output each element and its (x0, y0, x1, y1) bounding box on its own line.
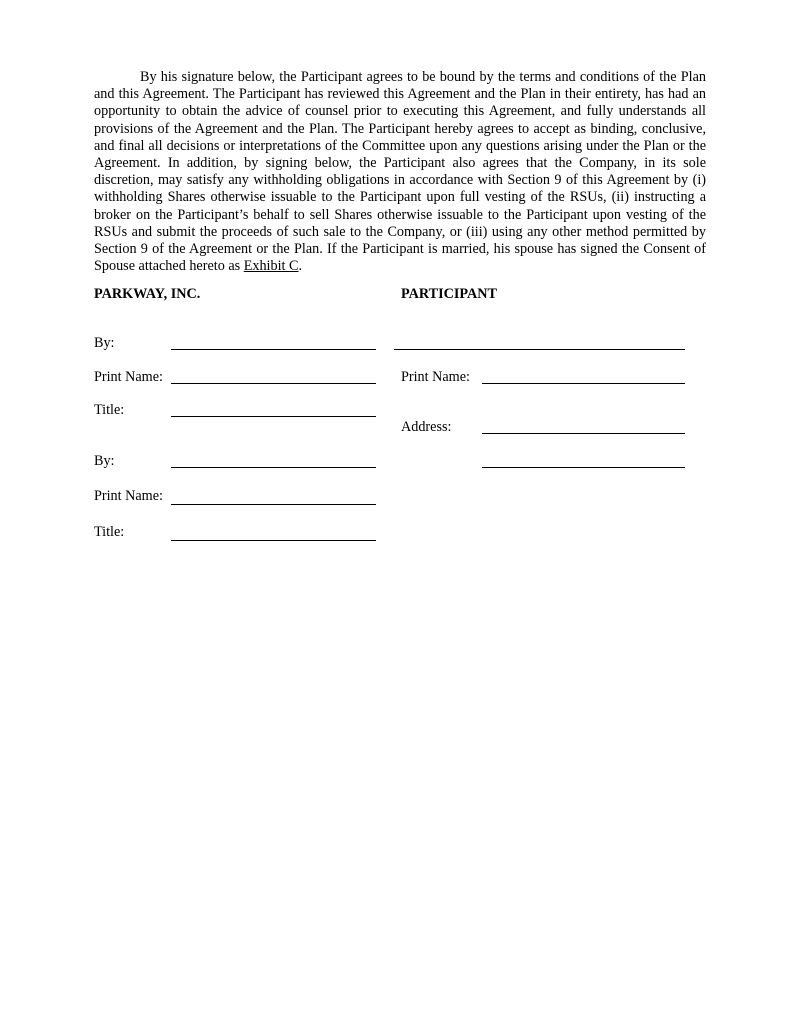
company-by-signature-line-2[interactable] (171, 467, 376, 468)
participant-address-line-1[interactable] (482, 433, 685, 434)
exhibit-c-reference: Exhibit C (243, 258, 299, 275)
participant-address-line-2[interactable] (482, 467, 685, 468)
company-print-name-line-1[interactable] (171, 383, 376, 384)
company-title-label-1: Title: (94, 402, 125, 418)
paragraph-end-punctuation: . (298, 258, 303, 275)
participant-print-name-line[interactable] (482, 383, 685, 384)
company-title-line-2[interactable] (171, 540, 376, 541)
paragraph-main-text: By his signature below, the Participant agrees to be bound by the terms and conditions of the Plan and this Agreement. The Participant has reviewed this Agreement and the Plan in their entirety, has had an opportunity to obtain the advice of counsel prior to executing this Agreement, and fully understands all provisions of the Agreement and the Plan. The Participant hereby agrees to accept as binding, conclusive, and final all decisions or interpretations of the Committee upon any questions arising under the Plan or the Agreement. In addition, by signing below, the Participant also agrees that the Company, in its sole discretion, may satisfy any withholding obligations in accordance with Section 9 of this Agreement by (i) withholding Shares otherwise issuable to the Participant upon full vesting of the RSUs, (ii) instructing a broker on the Participant’s behalf to sell Shares otherwise issuable to the Participant upon vesting of the RSUs and submit the proceeds of such sale to the Company, or (iii) using any other method permitted by Section 9 of the Agreement or the Plan. If the Participant is married, his spouse has signed the Consent of Spouse attached hereto as (94, 69, 706, 275)
company-by-label-1: By: (94, 335, 115, 351)
participant-address-label: Address: (401, 419, 452, 435)
company-print-name-line-2[interactable] (171, 504, 376, 505)
company-heading: PARKWAY, INC. (94, 286, 201, 302)
participant-print-name-label: Print Name: (401, 369, 470, 385)
company-by-label-2: By: (94, 453, 115, 469)
company-print-name-label-2: Print Name: (94, 488, 163, 504)
company-title-line-1[interactable] (171, 416, 376, 417)
participant-heading: PARTICIPANT (401, 286, 497, 302)
company-print-name-label-1: Print Name: (94, 369, 163, 385)
company-title-label-2: Title: (94, 524, 125, 540)
signature-agreement-paragraph (94, 69, 706, 275)
company-by-signature-line-1[interactable] (171, 349, 376, 350)
participant-signature-line[interactable] (394, 349, 685, 350)
